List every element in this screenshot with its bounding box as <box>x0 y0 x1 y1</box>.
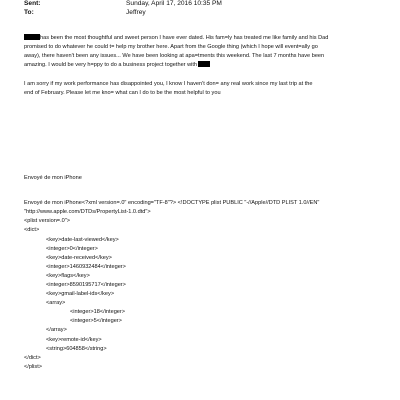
plist-line: </array> <box>46 327 67 333</box>
paragraph-2-line-1: I am sorry if my work performance has disappointed you, I know I haven't don= any real work since my last trip at the <box>24 81 313 87</box>
paragraph-1-line-3: away), there haven't been any issues... We have been looking at apa=tments this weekend. The last 7 months have been <box>24 53 325 59</box>
sent-value: Sunday, April 17, 2016 10:35 PM <box>126 0 222 7</box>
plist-line: <integer>0</integer> <box>46 246 98 252</box>
plist-line: <key>gmail-label-ids</key> <box>46 291 115 297</box>
plist-line: <key>date-received</key> <box>46 255 112 261</box>
plist-line: <array> <box>46 300 66 306</box>
paragraph-1-line-2: promised to do whatever he could t= help my brother here. Apart from the Google thing (which I hope will event=ally go <box>24 44 318 50</box>
plist-line: </dict> <box>24 355 41 361</box>
signature: Envoyé de mon iPhone <box>24 175 82 181</box>
plist-line: <key>remote-id</key> <box>46 337 102 343</box>
to-value: Jeffrey <box>126 9 146 16</box>
paragraph-1-line-4-text: amazing. I would be very h=ppy to do a business project together with <box>24 62 198 68</box>
redaction-block <box>198 61 210 67</box>
plist-line: <key>flags</key> <box>46 273 90 279</box>
paragraph-1-line-1-text: has been the most thoughtful and sweet person I have ever dated. His fam=ly has treated me like family and his Dad <box>40 35 329 41</box>
plist-line: </plist> <box>24 364 43 370</box>
plist-line: <key>date-last-viewed</key> <box>46 237 119 243</box>
plist-line: <dict> <box>24 227 40 233</box>
plist-line: "http://www.apple.com/DTDs/PropertyList-1.0.dtd"> <box>24 209 151 215</box>
plist-line: <string>604858</string> <box>46 346 107 352</box>
plist-line: Envoyé de mon iPhone<?xml version=.0" encoding="TF-8"?> <!DOCTYPE plist PUBLIC "-//Apple//DTD PLIST 1.0//EN" <box>24 200 320 206</box>
plist-line: <integer>8590195717</integer> <box>46 282 126 288</box>
redaction-block <box>24 34 40 40</box>
to-label: To: <box>24 9 34 16</box>
paragraph-1-line-1 <box>24 34 328 43</box>
plist-line: <integer>18</integer> <box>70 309 126 315</box>
sent-label: Sent: <box>24 0 41 7</box>
paragraph-2-line-2: end of February. Please let me kno= what can I do to be the most helpful to you <box>24 90 221 96</box>
plist-line: <plist version=.0"> <box>24 218 70 224</box>
plist-line: <integer>5</integer> <box>70 318 122 324</box>
paragraph-1-line-4 <box>24 61 210 70</box>
plist-line: <integer>1460932484</integer> <box>46 264 126 270</box>
